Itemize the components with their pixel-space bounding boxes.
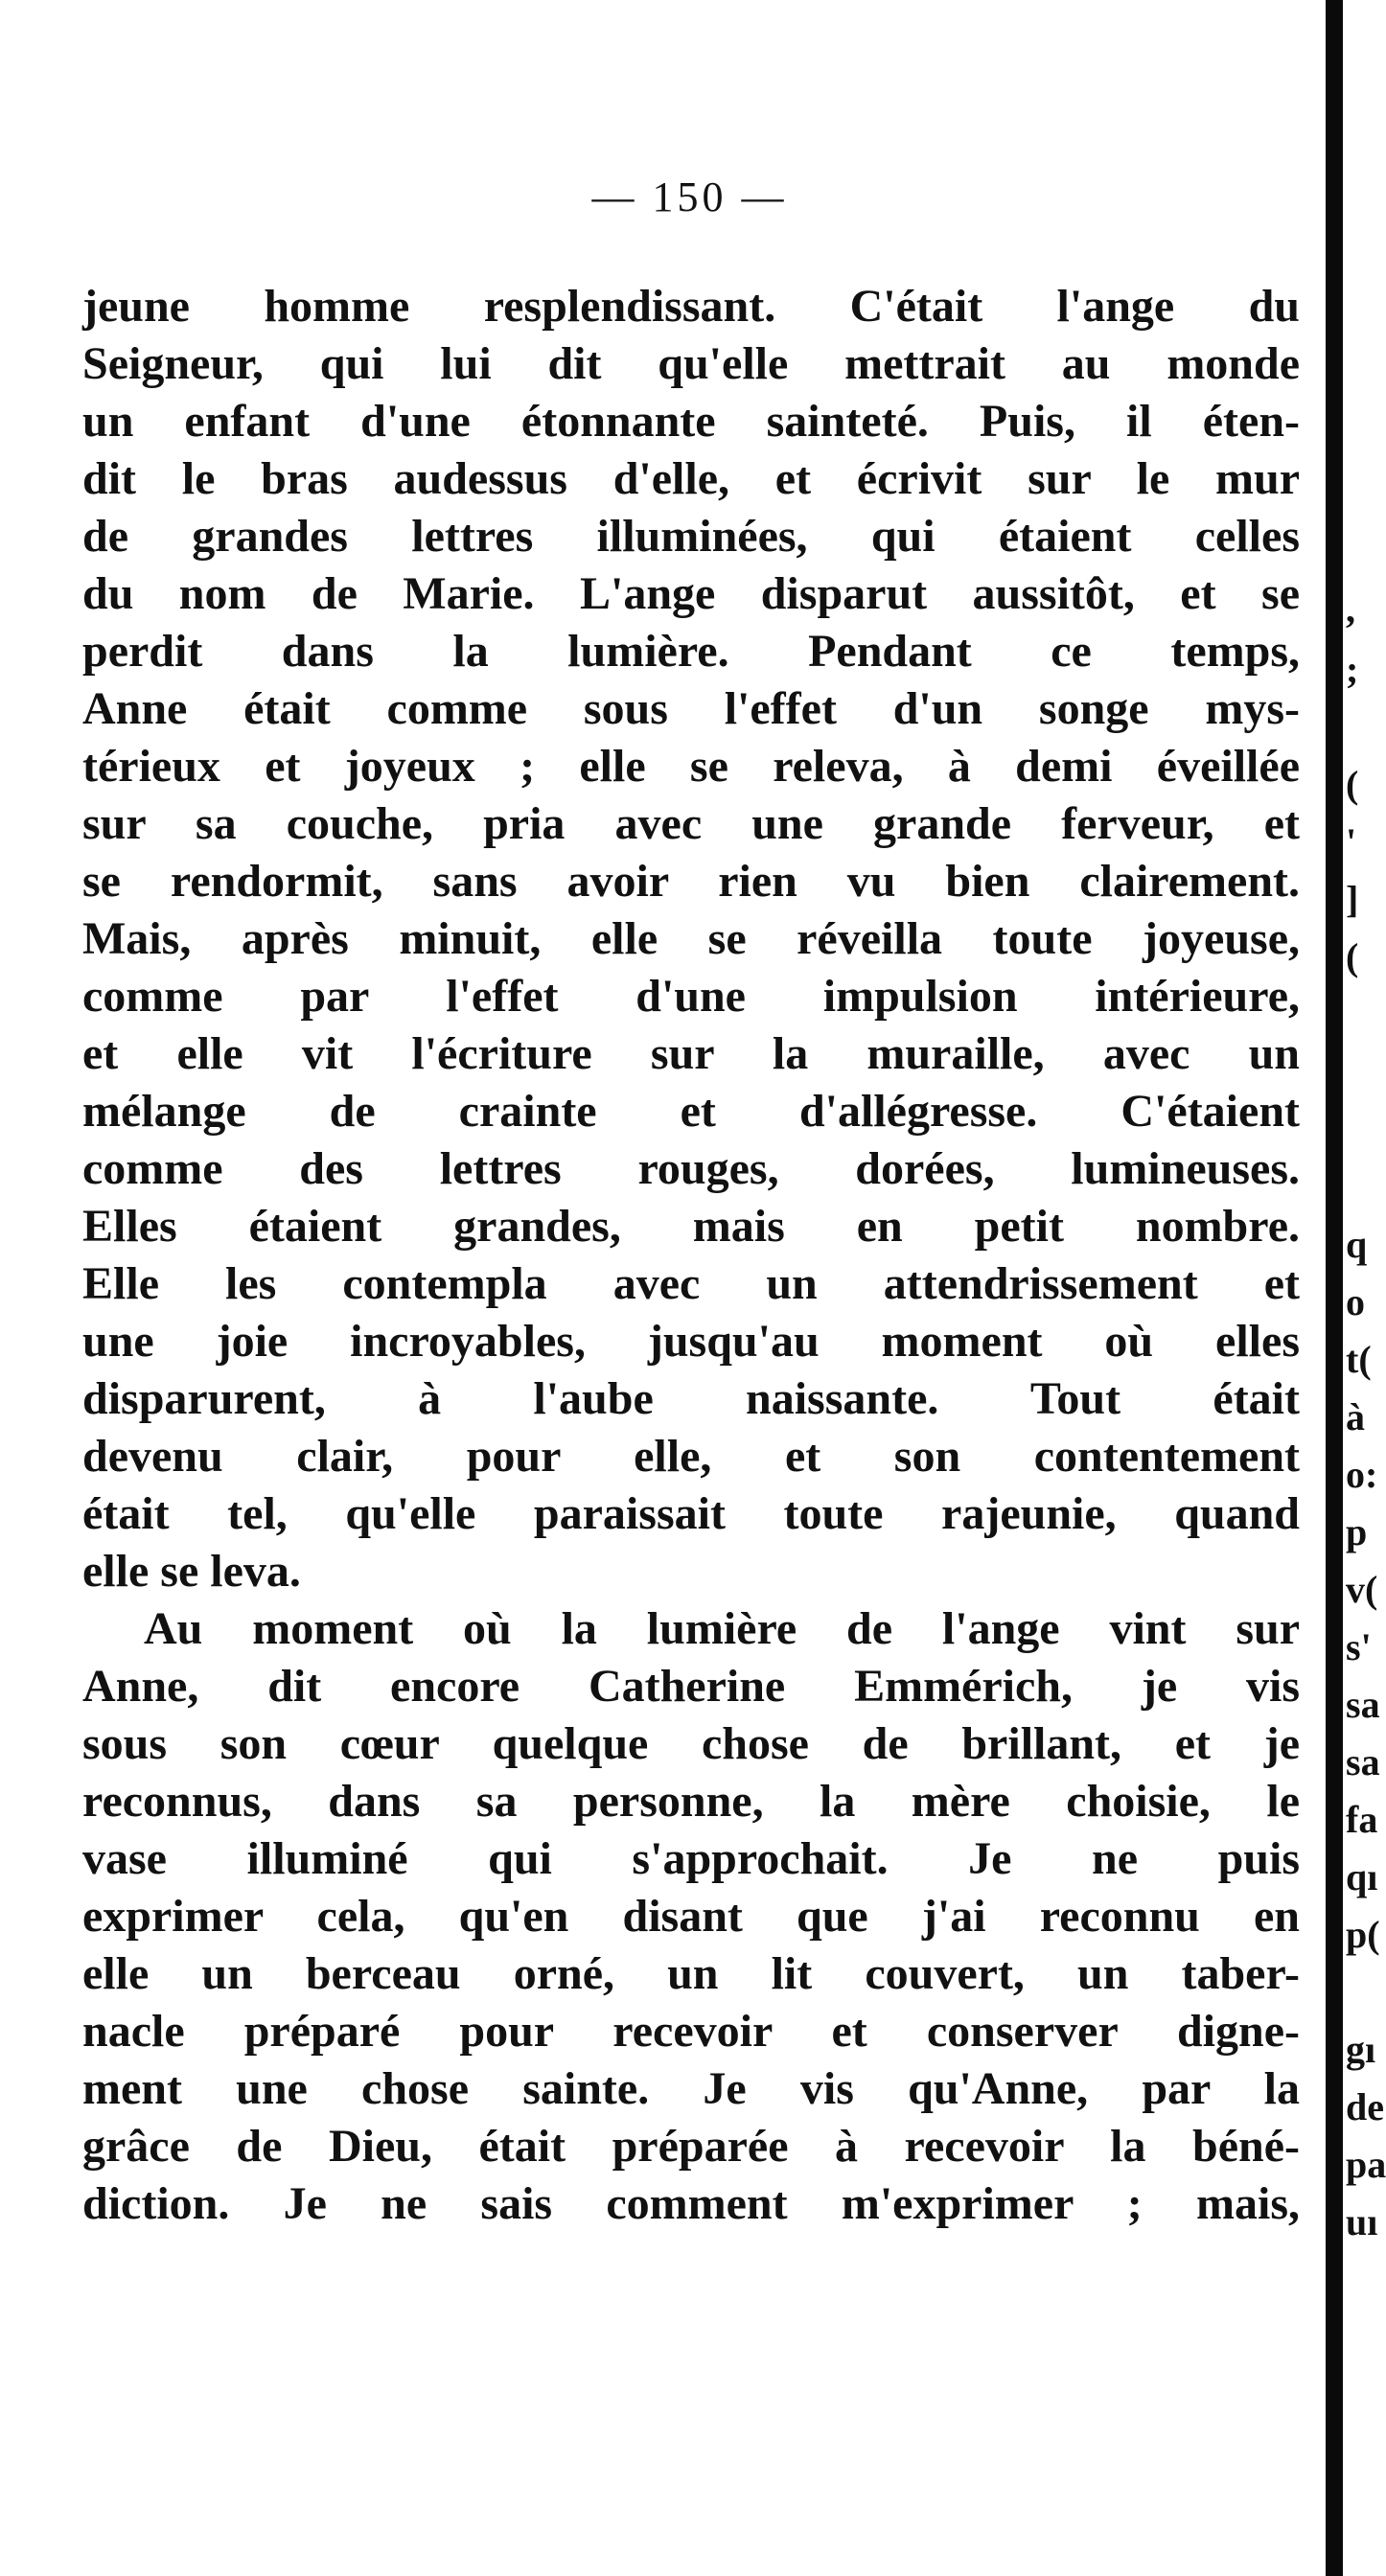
text-line: jeune homme resplendissant. C'était l'ange du [82,281,1300,332]
margin-fragment: s' [1346,1625,1372,1668]
text-line: elle se leva. [82,1546,301,1597]
margin-fragment: ] [1346,878,1359,921]
text-line: comme par l'effet d'une impulsion intérieure, [82,971,1300,1022]
margin-fragment: v( [1346,1568,1378,1611]
margin-fragment: o [1346,1280,1365,1323]
text-line: était tel, qu'elle paraissait toute rajeunie, quand [82,1488,1300,1539]
text-line: diction. Je ne sais comment m'exprimer ; mais, [82,2178,1300,2229]
text-line: Mais, après minuit, elle se réveilla toute joyeuse, [82,913,1300,964]
margin-fragment: p( [1346,1913,1380,1956]
margin-fragment: à [1346,1395,1365,1438]
margin-fragment: pa [1346,2143,1386,2186]
text-line: du nom de Marie. L'ange disparut aussitôt, et se [82,568,1300,619]
text-line: mélange de crainte et d'allégresse. C'étaient [82,1086,1300,1137]
text-line: un enfant d'une étonnante sainteté. Puis, il éten- [82,396,1300,447]
text-line: Seigneur, qui lui dit qu'elle mettrait au monde [82,338,1300,389]
text-line: Elles étaient grandes, mais en petit nombre. [82,1201,1300,1252]
page-edge-rule [1326,0,1343,2576]
text-line: se rendormit, sans avoir rien vu bien clairement. [82,856,1300,907]
margin-fragment: gı [1346,2028,1376,2071]
text-line: elle un berceau orné, un lit couvert, un taber- [82,1948,1300,1999]
text-line: nacle préparé pour recevoir et conserver digne- [82,2006,1300,2057]
margin-fragment: q [1346,1223,1368,1266]
text-line: Anne était comme sous l'effet d'un songe mys- [82,683,1300,734]
text-line: perdit dans la lumière. Pendant ce temps, [82,626,1300,677]
text-line: une joie incroyables, jusqu'au moment où elles [82,1316,1300,1367]
text-line: Anne, dit encore Catherine Emmérich, je vis [82,1661,1300,1712]
margin-fragment: ( [1346,935,1359,978]
margin-fragment: o: [1346,1453,1378,1496]
text-line: vase illuminé qui s'approchait. Je ne puis [82,1833,1300,1884]
margin-fragment: p [1346,1510,1368,1553]
paragraph-continued [82,278,1300,1600]
text-line: de grandes lettres illuminées, qui étaient celles [82,511,1300,562]
body-text [82,278,1300,2233]
margin-fragment: ' [1346,820,1357,863]
margin-fragment: ( [1346,763,1359,806]
margin-fragment: ; [1346,648,1359,691]
text-line: sous son cœur quelque chose de brillant, et je [82,1718,1300,1769]
margin-fragment: de [1346,2085,1384,2128]
text-line: comme des lettres rouges, dorées, lumineuses. [82,1143,1300,1194]
margin-fragment: sa [1346,1740,1380,1783]
text-line: Au moment où la lumière de l'ange vint sur [144,1603,1300,1654]
margin-fragment: t( [1346,1338,1372,1381]
text-line: disparurent, à l'aube naissante. Tout était [82,1373,1300,1424]
paragraph [82,1600,1300,2233]
text-line: ment une chose sainte. Je vis qu'Anne, par la [82,2063,1300,2114]
text-line: reconnus, dans sa personne, la mère choisie, le [82,1776,1300,1827]
text-line: sur sa couche, pria avec une grande ferveur, et [82,798,1300,849]
text-line: térieux et joyeux ; elle se releva, à demi éveillée [82,741,1300,792]
adjacent-page-fragments [1346,0,1386,2576]
text-line: exprimer cela, qu'en disant que j'ai reconnu en [82,1891,1300,1942]
page-number: — 150 — [591,173,788,220]
margin-fragment: qı [1346,1855,1378,1898]
margin-fragment: , [1346,587,1355,631]
text-line: et elle vit l'écriture sur la muraille, avec un [82,1028,1300,1079]
margin-fragment: uı [1346,2200,1378,2243]
text-line: devenu clair, pour elle, et son contentement [82,1431,1300,1482]
text-line: dit le bras audessus d'elle, et écrivit sur le mur [82,453,1300,504]
margin-fragment: sa [1346,1683,1380,1726]
text-line: grâce de Dieu, était préparée à recevoir la béné- [82,2121,1300,2172]
margin-fragment: fa [1346,1798,1378,1841]
text-line: Elle les contempla avec un attendrissement et [82,1258,1300,1309]
